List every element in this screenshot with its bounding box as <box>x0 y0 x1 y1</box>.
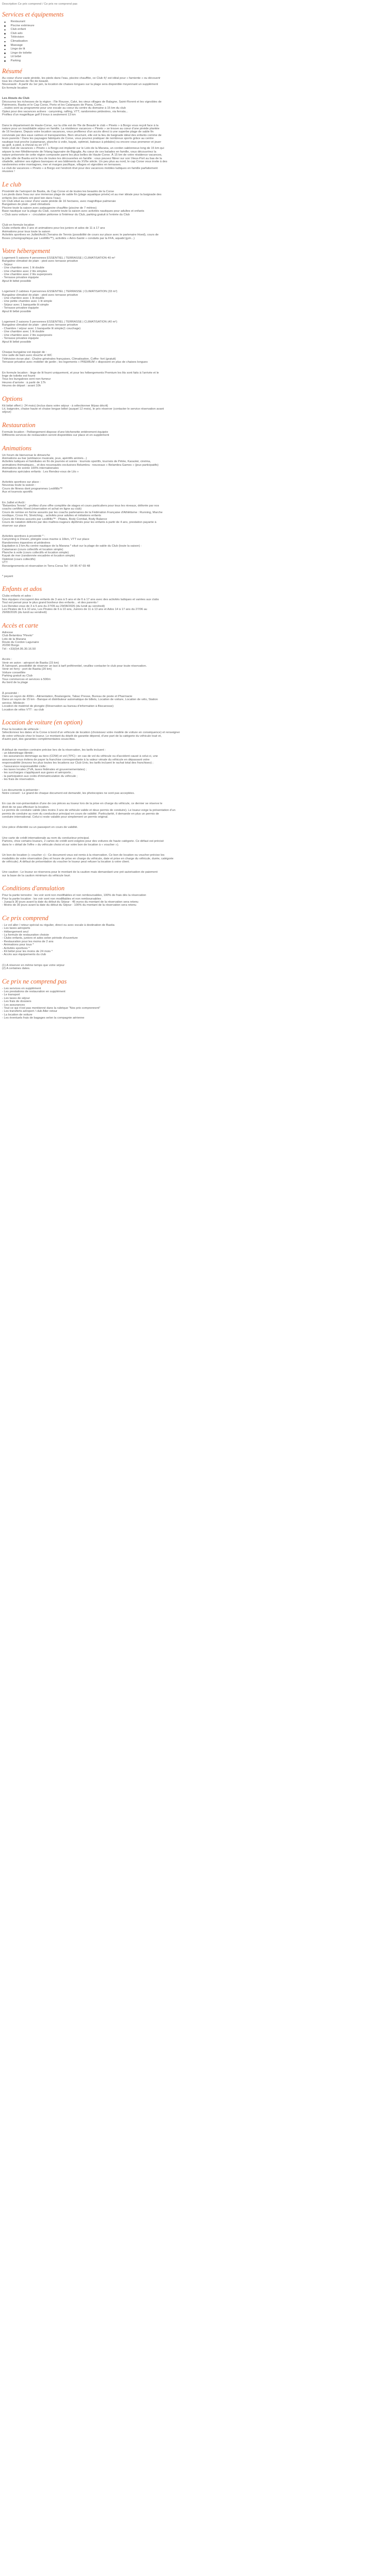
text-line: Sélectionnez les dates et la Corse à bord d'un véhicule de location (choisissez votre modèle de voiture en conséquence) et renseigner <box>2 731 180 735</box>
text-block <box>2 404 389 414</box>
text-line: En formule location : linge de lit fourni uniquement, et pour les hébergements Premium les lits sont faits à l'arrivée et le <box>2 371 159 375</box>
text-line: sépare la mer Méditerranée de l'étang lagunaire de Biguglia. Au cœur de ces balades en famille, vous découvrirez la <box>2 150 156 154</box>
text-block <box>2 575 389 578</box>
text-line: (2) A certaines dates. <box>2 967 30 971</box>
content-section <box>0 914 391 971</box>
text-line: Dans un rayon de 15 km - Banque et distributeur automatique de billets, Location de voiture, Location de vélo, Station <box>2 698 158 702</box>
text-line: Un bon de location (« voucher ») : Ce document vous est remis à la réservation. Ce bon de location ou voucher précise les <box>2 854 165 857</box>
text-line: - Une chambre avec 1 lit double <box>2 266 44 270</box>
text-line: Clubs enfants et ados : <box>2 595 33 598</box>
service-label: Linge de toilette <box>10 51 32 55</box>
text-line: Bungalow climatisé de plain - pied avec terrasse privative <box>2 293 78 297</box>
text-line: - Une chambre avec 2 lits superposés <box>2 273 53 276</box>
text-line: Au bord de la plage <box>2 681 28 685</box>
content-section <box>0 247 391 388</box>
text-line: au golf, à pied, à cheval ou en VTT. <box>2 144 49 147</box>
text-block <box>2 351 389 364</box>
section-title: Accès et carte <box>2 621 39 629</box>
text-line: Tous les bungalows sont non-fumeur <box>2 378 51 381</box>
text-line: - les surcharges s'appliquant aux gares et aéroports ; <box>2 771 73 775</box>
text-line: Différents services de restauration seront disponibles sur place et en supplément <box>2 434 109 437</box>
text-line: Patrimonio, Bastia et le Cap Corse, Porto et les Calanques de Piana, Corte... <box>2 103 104 107</box>
text-line: Lit, baignoire, chaise haute et chaise longue bébé (auquel 12 mois), le prix réserver (contacter le service réservation avant <box>2 407 164 411</box>
text-line: Dans un rayon de 400m - Alimentation, Boulangerie, Tabac Presse, Bureau de poste et Pharmacie <box>2 694 133 698</box>
text-line: Le club de vacances « Pineto » à Borgo est l'endroit rêvé pour des vacances mobiles ludiques en famille parfaitement <box>2 166 158 170</box>
text-line: - Moins de 30 jours avant la date du début du Séjour : 100% du montant de la réservation sera retenu <box>2 904 137 907</box>
text-line: (1) A réserver en même temps que votre séjour <box>2 963 65 967</box>
text-line: Randonnées équestres et pédestres <box>2 541 51 545</box>
text-block <box>2 749 389 782</box>
text-line: En Juillet et Août : <box>2 501 26 504</box>
service-label: Linge de lit <box>10 47 25 51</box>
content-section <box>0 421 391 437</box>
text-line: Route du Cordon Lagunaire <box>2 641 39 645</box>
service-label: Club ado <box>10 31 23 35</box>
text-line: Activités ludiques et familiales en fin de journée et soirée : tournois sportifs, tournois de Pétée, Karaoké, cinéma, <box>2 460 151 464</box>
text-line: Venir en ferry : port de Bastia (20 km) <box>2 668 52 671</box>
text-block <box>2 454 389 473</box>
text-line: Ajout lit bébé possible <box>2 340 31 344</box>
service-label: Lit bébé <box>10 55 22 59</box>
text-line: Location de matériel de plongée (Réservation au bureau d'information à Biscarosse) <box>2 705 114 708</box>
bullet-icon <box>4 37 6 39</box>
text-block <box>2 97 389 116</box>
text-block <box>2 924 389 957</box>
text-line: réserver sur place <box>2 524 26 528</box>
text-line: Proximité de l'aéroport de Bastia, du Cap Corse et de toutes les beautés de la Corse <box>2 190 115 193</box>
text-line: - Les frais de dossiers <box>2 1000 31 1004</box>
text-line: Cours de Fitness assurés par LesMills™ : Pilates, Body Combat, Body Balance <box>2 517 107 521</box>
section-title: Ce prix comprend <box>2 914 48 922</box>
section-title: Options <box>2 395 23 402</box>
text-line: animations thématiques... et des nouveautés exclusives Belambra : nouveaux « Belambra Games » (jeux participatifs) <box>2 463 159 467</box>
text-line: Kayak de mer (randonnée encadrée et location simple) <box>2 554 75 558</box>
bullet-icon <box>4 29 6 31</box>
text-block <box>2 190 389 216</box>
text-line: Les documents à présenter : <box>2 788 40 792</box>
text-block <box>2 431 389 437</box>
text-line: Un Club situé au cœur d'une vaste pinède de 16 hectares, avec magnifique palmeraie <box>2 199 116 203</box>
text-line: "Belambra Tennis" : profitez d'une offre complète de stages et cours particuliers pour tous les niveaux, délivrée par nos <box>2 504 159 508</box>
text-line: Activités sportives sur place : <box>2 481 41 484</box>
text-block <box>2 658 389 684</box>
text-line: Heures d'arrivée : à partir de 17h <box>2 381 46 384</box>
bullet-icon <box>4 33 6 35</box>
text-line: A défaut de mention contraire précise lors de la réservation, les tarifs incluent : <box>2 748 106 752</box>
text-line: Les Pirates de 6 à 10 ans, Les Pirates de 6 à 10 ans, Juniors de 11 à 13 ans et Ados 14 à 17 ans du 27/06 au <box>2 608 148 611</box>
text-line: - Kit bébé pour les moins de 24 mois * <box>2 950 53 953</box>
text-line: responsabilité (trouvez les plus toutes les locations sur Club Univ, les tarifs incluent le rachat total des franchises) ; <box>2 761 154 765</box>
text-line: Logement 2 cabines 4 personnes ESSENTIEL | TERRASSE | CLIMATISATION (33 m²) <box>2 290 118 294</box>
service-item <box>4 47 389 52</box>
text-block <box>2 826 389 829</box>
text-line: - Les services en supplément <box>2 987 41 990</box>
content-section <box>0 67 391 174</box>
text-line: Chaque bungalow est équipé de : <box>2 350 47 354</box>
bullet-icon <box>4 22 6 23</box>
text-block <box>2 894 389 907</box>
text-block <box>2 854 389 863</box>
text-line: Le permis de conduire valide (des moins 3 ans de véhicule valide et deux permis de conduire). Le loueur exige la présentation d'un <box>2 809 175 812</box>
section-title: Restauration <box>2 421 36 429</box>
text-line: VTT <box>2 561 8 565</box>
bullet-icon <box>4 49 6 50</box>
text-line: - Les assurances <box>2 1003 25 1007</box>
text-line: Animations pour tous toute la saison <box>2 230 51 233</box>
text-line: de véhicule). A défaut de présentation du voucher le loueur peut refuser la location à votre client. <box>2 860 130 863</box>
content-section <box>0 445 391 579</box>
text-line: 29/08/2026 (du lundi au vendredi) <box>2 611 47 615</box>
bullet-icon <box>4 57 6 58</box>
text-line: Une carte de crédit internationale au nom du conducteur principal. <box>2 836 90 840</box>
text-line: À l'aéroport, possibilité de réserver un taxi à tarif préférentiel, veuillez contacter le club pour toute réservation. <box>2 665 147 668</box>
text-line: - Séjour <box>2 263 13 266</box>
text-line: Découvrez les richesses de la région : l'Ile Rousse, Calvi, les vieux villages de Balagne, Saint-Florent et les vignobles de <box>2 100 162 104</box>
text-line: - Activités sportives * <box>2 946 30 950</box>
text-line: - Une chambre avec 2 lits superposés <box>2 333 53 337</box>
text-line: Parking gratuit au Club <box>2 674 32 678</box>
bullet-icon <box>4 25 6 27</box>
text-block <box>2 481 389 494</box>
text-line: Heures de départ : avant 10h <box>2 384 41 388</box>
text-line: Un forum de bienvenue le dimanche <box>2 453 51 457</box>
services-title: Services et équipements <box>2 11 64 18</box>
service-label: Piscine extérieure <box>10 24 35 27</box>
text-line: Activités sportives en Juillet/Août (Terrains de Tennis (possibilité de cours sur place avec le partenaire Hoed), cours de <box>2 233 159 237</box>
text-line: Renseignements et réservation in Terra Corsa Tel : 04 95 47 69 48 <box>2 564 90 568</box>
bullet-icon <box>4 45 6 46</box>
section-title: Conditions d'annulation <box>2 885 65 892</box>
text-line: - un kilométrage illimité ; <box>2 751 35 755</box>
text-line: Animations au bar (ambiance musicale, jeux, apéritifs animés...) <box>2 457 87 460</box>
text-line: Votre club de vacances « Pineto » à Borgo est implanté sur le Lido de la Marana, un cordon sablonneux long de 15 km qui <box>2 147 164 150</box>
text-line: * payant <box>2 574 13 578</box>
text-line: Activités sportives à proximité * : <box>2 534 45 538</box>
text-line: sur la base de la caution minimum du véhicule loué. <box>2 874 71 877</box>
text-line: de 16 hectares. Depuis votre location vacances, vous profiterez d'un accès direct à une superbe plage de sable fin <box>2 130 154 134</box>
text-line: - Jusqu'à 30 jours avant la date du début du Séjour : 45 euros du montant de la réservation sera retenu <box>2 900 139 904</box>
text-line: - Une chambre avec 1 lit double <box>2 297 44 300</box>
text-line: - Séjour avec 1 banquette lit simple <box>2 303 49 307</box>
service-label: Télévision <box>10 36 24 39</box>
text-line: Optez pour des vacances actives : canyoning, rafting, VTT, randonnées pédestres, via ferrata... <box>2 110 128 113</box>
text-line: - Les transferts aéroport / club Aller retour <box>2 1010 57 1013</box>
text-block <box>2 964 389 971</box>
text-line: - Terrasse privative équipée <box>2 307 39 310</box>
bullet-icon <box>4 41 6 43</box>
text-line: Les Rendez-vous de 3 à 5 ans du 27/06 au 29/08/2026 (du lundi au vendredi) <box>2 604 105 608</box>
text-block <box>2 871 389 877</box>
content-section <box>0 395 391 414</box>
text-block <box>2 124 389 174</box>
text-line: Partons, chez certains loueurs, 2 cartes de crédit sont exigées pour des voitures de haute catégorie. Ce défaut est précisé <box>2 840 164 843</box>
text-line: - Accès aux équipements du club <box>2 953 46 957</box>
service-item <box>4 28 389 32</box>
text-line: dans le « détail de l'offre » du véhicule choisi et sur votre bon de location à « voucher »). <box>2 843 119 846</box>
section-title: Location de voiture (en option) <box>2 718 83 726</box>
text-line: modalités de votre réservation (lieu et heure de prise en charge du véhicule, date et prise en charge du véhicule, durée, catégorie <box>2 857 174 860</box>
service-item <box>4 20 389 24</box>
text-line: Télévision écran plat ; Chaîne générales françaises, Climatisation, Coffre- fort (gratuit) <box>2 357 116 361</box>
text-line: - l'assurance responsabilité civile ; <box>2 765 47 768</box>
text-line: Une caution : Le loueur se réservera pour le montant de la caution mais demandant une pré-autorisation de paiement <box>2 871 158 874</box>
text-line: coachs certifiés Hoed (réservation et achat en ligne au club) <box>2 507 82 511</box>
text-line: Au coeur d'une vaste pinède, les pieds dans l'eau, piscine chauffée, ce Club 4ƒ est idéal pour « farniente » ou découvrir <box>2 76 160 80</box>
services-section <box>0 11 391 63</box>
text-line: - Le transport <box>2 993 20 997</box>
service-label: Massage <box>10 43 23 47</box>
text-line: - Une petite chambre avec 1 lit simple <box>2 300 52 303</box>
text-line: conviviale par des eaux calmes et transparentes. Bien structuré, elle est la lieu de baignade idéal des enfants comme de <box>2 133 162 137</box>
text-line: Logement 2 saisons 5 personnes ESSENTIEL | TERRASSE | CLIMATISATION (40 m²) <box>2 320 118 324</box>
text-line: Kit bébé offert (- 24 mois) (inclus dans votre séjour - à sélectionner lit/pas décrit) <box>2 404 108 408</box>
text-line: - La location de voiture <box>2 1013 32 1016</box>
text-line: À proximité : <box>2 691 19 695</box>
text-line: Ajout lit bébé possible <box>2 279 31 283</box>
content-section <box>0 978 391 1020</box>
text-line: nautique tout proche (catamaran, planche à voile, kayak, optimist, bateaux à pédales) ou encore vous promener et jouer <box>2 140 161 144</box>
text-block <box>2 837 389 846</box>
section-title: Ce prix ne comprend pas <box>2 977 67 985</box>
text-line: Aux et tournois sportifs <box>2 490 32 494</box>
text-line: - Tout ce qui n'est pas mentionné dans la rubrique "Nos prix comprennent" <box>2 1007 101 1010</box>
text-line: - Le vol aller / retour spécial ou régulier, direct ou avec escale à destination de Bastia <box>2 923 115 927</box>
text-line: tous les charmes de l'ile de beauté. <box>2 79 49 83</box>
text-line: réussies ! <box>2 170 15 174</box>
service-label: Club enfant <box>10 28 26 31</box>
text-line: citadelle, admirer ses églises baroques et ses bâtiments du XVIIe siècle. Un peu plus au nord, le cap Corse vous invite à des <box>2 160 168 164</box>
service-item <box>4 59 389 63</box>
text-line: - Les taxes de séjour <box>2 996 30 1000</box>
text-line: Nouveauté : A partir du 1er juin, la location de chaises longues sur la plage sera disponible moyennant un supplément <box>2 83 158 87</box>
text-line: ...toutes sont au programme pour une escale au coeur du centre du domaine à 15 km du club <box>2 107 126 110</box>
text-block <box>2 371 389 388</box>
content-section <box>0 885 391 907</box>
text-line: Logement 5 saisons 4 personnes ESSENTIEL | TERRASSE | CLIMATISATION 40 m² <box>2 256 116 260</box>
service-item <box>4 55 389 59</box>
text-line: Une salle de bain avec douche et WC <box>2 354 52 358</box>
text-line: Une pièce d'identité ou un passeport en cours de validité. <box>2 826 78 829</box>
text-line: service, Médecin <box>2 701 25 705</box>
text-block <box>2 77 389 90</box>
text-line: de votre véhicule chez le loueur. Le montant du dépôt de garantie dépend, d'une part de la catégorie du véhicule loué et, <box>2 734 162 738</box>
text-line: conduire international. Celui-ci reste valable pour simplement un permis original. <box>2 816 108 819</box>
text-line: Planche à voile (cours collectifs et location simple) <box>2 551 69 554</box>
text-line: - Les éventuels frais de bagages selon la compagnie aérienne <box>2 1016 85 1020</box>
text-line: Base nautique sur la plage du Club, ouverte toute la saison avec activités nautiques pour adultes et enfants <box>2 210 144 213</box>
service-label: Climatisation <box>10 39 28 43</box>
section-title: Animations <box>2 444 31 452</box>
text-line: En formule location <box>2 86 28 90</box>
text-line: Adresse <box>2 631 13 634</box>
content-section <box>0 622 391 711</box>
text-line: - Les prestations de restauration en supplément <box>2 990 66 994</box>
text-line: Ajout lit bébé possible <box>2 310 31 313</box>
text-line: Cours de natation délivrés par des maîtres-nageurs diplômés pour les enfants à partir de 4 ans, prestation payante à <box>2 521 157 524</box>
text-line: Equitation à 3 km Au centre nautique de la Marana * situé sur la plage de sable du Club (toute la saison) : <box>2 545 142 548</box>
text-line: Clubs enfants dès 3 ans et animations pour les juniors et ados de 11 à 17 ans <box>2 227 105 230</box>
text-line: Cours de remise en forme assurés par les coachs partenaires de la Fédération Française d'Athlétisme : Running, Marche <box>2 511 163 514</box>
service-label: Parking <box>10 59 21 62</box>
text-line: Location de vélos VTT : au club <box>2 708 44 711</box>
text-line: Lido de la Marana <box>2 637 26 641</box>
text-line: Nos équipes s'occupent des enfants de 3 ans à 5 ans et de 6 à 17 ans avec des activités ludiques et variées aux clubs <box>2 598 159 601</box>
text-line: Profitez d'un magnifique golf 9 trous à seulement 13 km <box>2 113 76 117</box>
text-line: randonnées entre montagnes, mer et marges pacifique, villages et vignobles en terrasses. <box>2 163 122 167</box>
service-label: Restaurant <box>10 20 25 23</box>
text-block <box>2 224 389 240</box>
text-line: la jolie ville de Bastia est le lieu de toutes les découvertes en famille : vous pouvez flâner sur son Vieux-Port au bas de la <box>2 157 162 160</box>
text-line: assurance vous évitera de payer la franchise correspondante à la valeur vénale du véhicule en dépassant votre <box>2 758 150 761</box>
text-block <box>2 692 389 711</box>
text-line: Canyoning à 1heure, plongée sous marine à 10km, VTT sur place <box>2 538 90 541</box>
text-line: Venir en avion : aéroport de Bastia (15 km) <box>2 661 59 665</box>
text-line: Voiture conseillée <box>2 671 26 674</box>
subheading: Les Atouts du Club <box>2 97 29 100</box>
text-line: - Clubs enfants, juniors et ados selon période d'ouverture <box>2 937 78 940</box>
text-line: - Une chambre avec 1 lit double <box>2 330 44 334</box>
text-line: - Les taxes aéroports <box>2 927 30 930</box>
text-line: Terrasse privative avec mobilier de jardin ; les logements « PREMIUM » disposent en plus de chaises longues <box>2 361 148 364</box>
text-block <box>2 987 389 1020</box>
service-item <box>4 40 389 44</box>
text-line: Catamaran (cours collectifs et location simple) <box>2 548 63 551</box>
text-line: nature préservée de cette région composée parmi les plus belles de Haute-Corse. À 15 km de votre résidence vacances, <box>2 154 162 157</box>
text-line: Pour la location de véhicule : <box>2 727 41 731</box>
text-line: Animations spéciales enfants : Les Rendez-vous de Lilo » <box>2 470 79 473</box>
text-line: Dans le département de Haute-Corse, sur la côte est de l'île de Beauté le club « Pineto » à Borgo vous reçoit face à la <box>2 124 159 127</box>
service-item <box>4 52 389 56</box>
text-line: - Animations pour tous * <box>2 943 34 947</box>
text-line: Les pieds dans l'eau sur une immense plage de sable fin (plage aquatique privée) et au mer idéale pour la baignade des <box>2 193 161 197</box>
text-line: Piscine toute la saison avec pataugeoire chauffée (piscine de 7 mètres) <box>2 206 97 210</box>
text-line: Cours de fitness dont programmes LesMills™ <box>2 487 63 490</box>
section-title: Votre hébergement <box>2 247 51 255</box>
text-line: Animations de soirée 100% internationales <box>2 467 59 470</box>
content-section <box>0 585 391 614</box>
section-title: Le club <box>2 180 22 188</box>
service-item <box>4 24 389 28</box>
text-line: droit de ne pas effectuer la location. <box>2 805 50 809</box>
text-line: Tél : +33(0)4.95.30.16.50 <box>2 647 36 651</box>
text-line: - les taxes locales (TVA, taxes fédérales et gouvernementales) ; <box>2 768 87 771</box>
text-line: - Une chambre avec 2 lits simples <box>2 269 47 273</box>
section-title: Résumé <box>2 67 22 75</box>
text-line: permis de conduire au nom du conducteur principal en cours de validité. Particularité, il demande en plus un permis de <box>2 812 159 816</box>
text-block <box>2 595 389 614</box>
text-line: linge de toilette est fourni <box>2 374 36 378</box>
text-line: Bungalow climatisé de plain - pied avec terrasse privative <box>2 324 78 327</box>
text-line: leurs parents ! Dans les paysages fabriqués de Corse, vous pourrez pratiquer de nombreux sports grâce au centre <box>2 137 154 141</box>
breadcrumb: Description Ce prix comprend / Ce prix ne comprend pas <box>2 3 77 6</box>
text-block <box>2 802 389 819</box>
text-line: - Hébergement seul <box>2 930 28 934</box>
section-title: Enfants et ados <box>2 585 42 593</box>
service-item <box>4 32 389 36</box>
service-item <box>4 36 389 40</box>
text-line: « Club sans voiture » : circulation piétonne à l'intérieur du Club, parking gratuit à l'entrée du Club <box>2 213 130 216</box>
text-line: Tout est pensé pour le plus grand bonheur des enfants... et des parents ! <box>2 601 99 605</box>
text-line: Tous commerces et services à 500m <box>2 677 51 681</box>
text-block <box>2 290 389 313</box>
text-line: Bungalows de plain - pied climatisés <box>2 203 51 207</box>
text-line: - Chambre / séjour avec 1 banquette lit simple(1 couchage) <box>2 327 81 330</box>
text-block <box>2 501 389 528</box>
bullet-icon <box>4 53 6 54</box>
text-line: Notre conseil : Le grand de chaque document est demandé, les photocopies ne sont pas acceptées. <box>2 792 135 795</box>
content-sections <box>0 67 391 1020</box>
text-line: Accès : <box>2 658 12 662</box>
text-block <box>2 789 389 795</box>
text-line: - La formule de restauration choisie <box>2 933 49 937</box>
text-line: En cas de non-présentation d'une de ces pièces au loueur lors de la prise en charge du véhicule, ce dernier se réserve le <box>2 802 162 806</box>
text-line: - Restauration pour les moins de 2 ans <box>2 940 54 943</box>
text-line: - les frais de réservation. <box>2 778 35 782</box>
text-line: nordique, Cross Fit, Stretching... activités pour adultes et initiations enfants <box>2 514 102 518</box>
text-line: Pour la partie location : les voir sont non modifiables et non remboursables <box>2 897 101 901</box>
text-block <box>2 728 389 741</box>
page <box>0 0 391 1020</box>
text-line: Formule location : l'hébergement dispose d'une kitchenette entièrement équipée <box>2 430 108 434</box>
services-list <box>2 20 389 63</box>
text-line: 20290 Borgo <box>2 644 20 648</box>
service-item <box>4 44 389 48</box>
text-block <box>2 535 389 568</box>
text-line: enfants (les enfants ont pied loin dans l'eau). <box>2 196 61 200</box>
text-line: d'autre part, des garanties complémentaires souscrites. <box>2 738 76 741</box>
text-line: - les assurances dommage au tiers (CDW) et vol (TPC) : en cas de vol du véhicule ou d'accident causé à celui-ci, une <box>2 755 158 758</box>
text-line: Bungalow climatisé de plain - pied avec terrasse privative <box>2 260 78 263</box>
text-line: Club en formule location <box>2 223 35 227</box>
text-block <box>2 257 389 283</box>
text-line: Boxes (chorégraphique par LesMills™), activités « Aéro-Santé » conduits par la FFA, aquatic'gym...) <box>2 236 135 240</box>
text-line: Optimist (cours collectifs) <box>2 557 36 561</box>
text-line: Nouveau toute la saison : <box>2 484 36 487</box>
content-section <box>0 181 391 240</box>
text-line: - Terrasse privative équipée <box>2 337 39 341</box>
text-line: Pour la partie terrestre : les voir sont non modifiables et non remboursables, 100% de frais dès la réservation <box>2 894 146 897</box>
text-line: - Terrasse privative équipée <box>2 276 39 280</box>
text-block <box>2 631 389 651</box>
text-line: - la participation aux coûts d'immatriculation du véhicule ; <box>2 774 78 778</box>
text-line: nature pour un inoubliable séjour en famille. La résidence vacances « Pineto » se trouve au cœur d'une pinède plantée <box>2 127 159 130</box>
content-section <box>0 719 391 877</box>
text-line: Club Belambra "Pineto" <box>2 634 34 638</box>
bullet-icon <box>4 60 6 62</box>
text-block <box>2 320 389 344</box>
text-line: séjour) <box>2 411 11 414</box>
